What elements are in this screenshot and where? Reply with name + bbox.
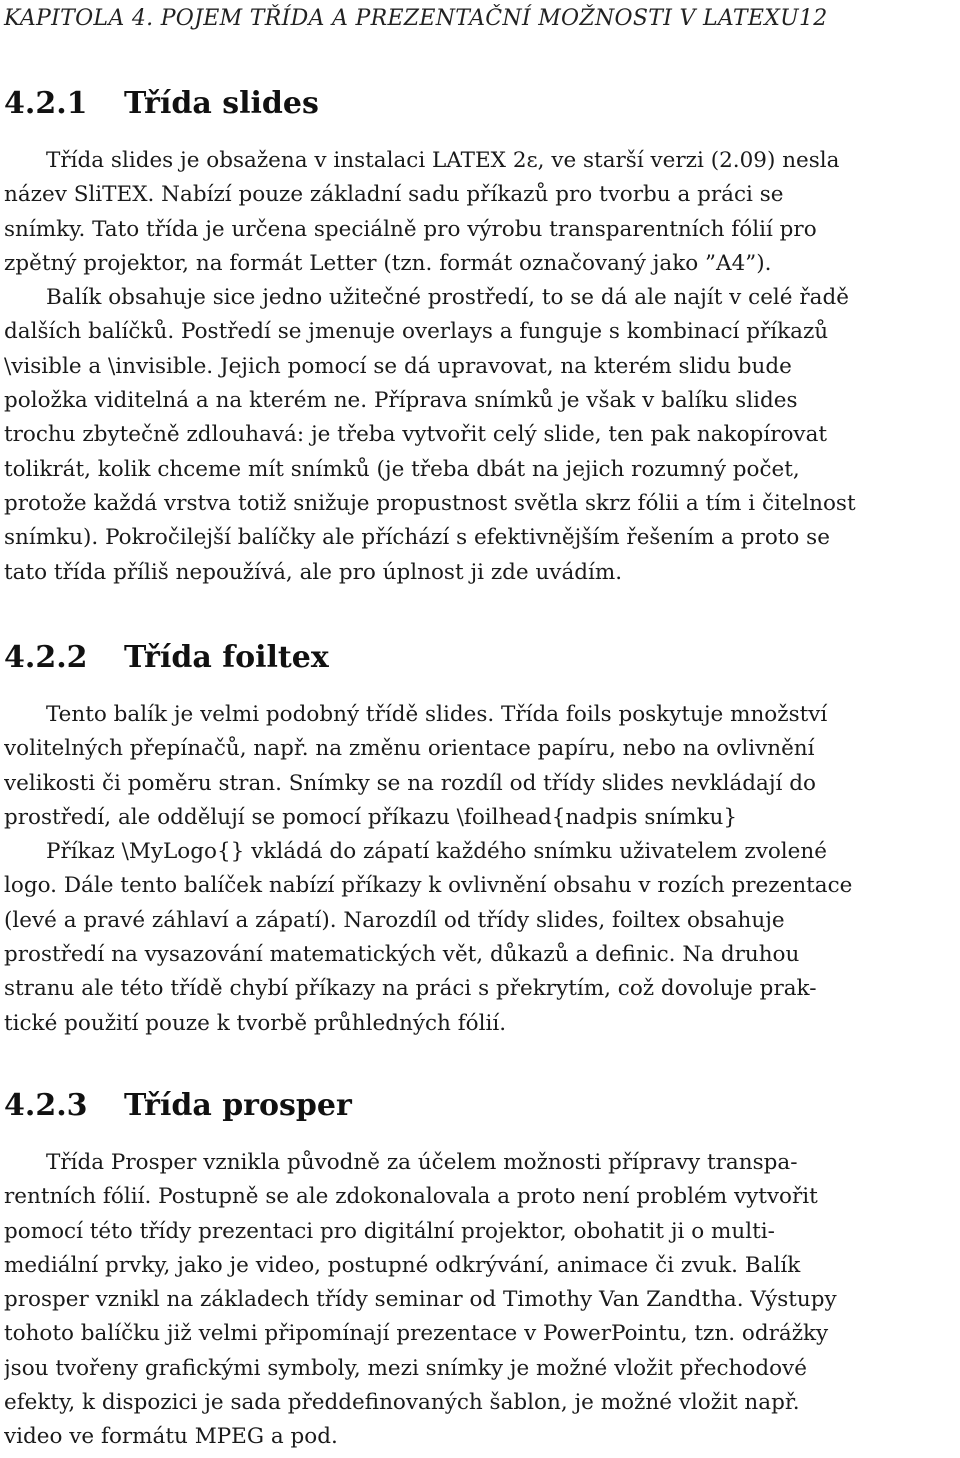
- section-heading-slides: [4, 86, 944, 121]
- text-line: stranu ale této třídě chybí příkazy na práci s překrytím, což dovoluje prak-: [4, 976, 817, 1002]
- section-body-slides: [4, 144, 952, 590]
- section-number: 4.2.1: [4, 86, 88, 121]
- text-line: název SliTEX. Nabízí pouze základní sadu příkazů pro tvorbu a práci se: [4, 182, 784, 208]
- text-line: prostředí, ale oddělují se pomocí příkazu \foilhead{nadpis snímku}: [4, 804, 738, 830]
- text-line: položka viditelná a na kterém ne. Příprava snímků je však v balíku slides: [4, 388, 798, 414]
- text-line: trochu zbytečně zdlouhavá: je třeba vytvořit celý slide, ten pak nakopírovat: [4, 422, 828, 448]
- section-body-foiltex: [4, 698, 952, 1041]
- section-number: 4.2.3: [4, 1088, 88, 1123]
- text-line: rentních fólií. Postupně se ale zdokonalovala a proto není problém vytvořit: [4, 1184, 818, 1210]
- text-line: Balík obsahuje sice jedno užitečné prostředí, to se dá ale najít v celé řadě: [46, 285, 849, 311]
- section-title: Třída slides: [124, 86, 319, 121]
- text-line: (levé a pravé záhlaví a zápatí). Narozdíl od třídy slides, foiltex obsahuje: [4, 907, 785, 933]
- section-body-prosper: [4, 1146, 952, 1455]
- text-line: efekty, k dispozici je sada předdefinovaných šablon, je možné vložit např.: [4, 1390, 800, 1416]
- text-line: Třída slides je obsažena v instalaci LATEX 2ε, ve starší verzi (2.09) nesla: [46, 148, 840, 173]
- text-line: velikosti či poměru stran. Snímky se na rozdíl od třídy slides nevkládají do: [4, 770, 816, 796]
- section-number: 4.2.2: [4, 640, 88, 675]
- text-line: prosper vznikl na základech třídy seminar od Timothy Van Zandtha. Výstupy: [4, 1287, 837, 1313]
- text-line: zpětný projektor, na formát Letter (tzn. formát označovaný jako ”A4”).: [4, 250, 772, 276]
- text-line: jsou tvořeny grafickými symboly, mezi snímky je možné vložit přechodové: [4, 1355, 807, 1381]
- text-line: snímku). Pokročilejší balíčky ale příchází s efektivnějším řešením a proto se: [4, 525, 830, 551]
- section-title: Třída prosper: [124, 1088, 352, 1123]
- text-line: mediální prvky, jako je video, postupné odkrývání, animace či zvuk. Balík: [4, 1252, 801, 1278]
- text-line: protože každá vrstva totiž snižuje propustnost světla skrz fólii a tím i čitelnost: [4, 490, 856, 516]
- text-line: prostředí na vysazování matematických vět, důkazů a definic. Na druhou: [4, 942, 800, 968]
- text-line: tato třída příliš nepoužívá, ale pro úplnost ji zde uvádím.: [4, 559, 623, 585]
- text-line: tické použití pouze k tvorbě průhledných fólií.: [4, 1010, 507, 1036]
- text-line: tolikrát, kolik chceme mít snímků (je třeba dbát na jejich rozumný počet,: [4, 456, 800, 482]
- section-title: Třída foiltex: [124, 640, 329, 675]
- text-line: pomocí této třídy prezentaci pro digitální projektor, obohatit ji o multi-: [4, 1218, 775, 1244]
- text-line: logo. Dále tento balíček nabízí příkazy k ovlivnění obsahu v rozích prezentace: [4, 873, 853, 899]
- section-heading-foiltex: [4, 640, 944, 675]
- text-line: tohoto balíčku již velmi připomínají prezentace v PowerPointu, tzn. odrážky: [4, 1321, 829, 1347]
- text-line: Tento balík je velmi podobný třídě slides. Třída foils poskytuje množství: [46, 702, 828, 727]
- text-line: video ve formátu MPEG a pod.: [4, 1424, 338, 1450]
- text-line: Příkaz \MyLogo{} vkládá do zápatí každého snímku uživatelem zvolené: [46, 839, 827, 865]
- text-line: Třída Prosper vznikla původně za účelem možnosti přípravy transpa-: [46, 1150, 798, 1175]
- running-head: KAPITOLA 4. POJEM TŘÍDA A PREZENTAČNÍ MOŽNOSTI V LATEXU12: [4, 6, 828, 31]
- text-line: snímky. Tato třída je určena speciálně pro výrobu transparentních fólií pro: [4, 216, 817, 242]
- text-line: dalších balíčků. Postředí se jmenuje overlays a funguje s kombinací příkazů: [4, 319, 829, 345]
- text-line: volitelných přepínačů, např. na změnu orientace papíru, nebo na ovlivnění: [4, 736, 815, 762]
- text-line: \visible a \invisible. Jejich pomocí se dá upravovat, na kterém slidu bude: [4, 353, 792, 379]
- section-heading-prosper: [4, 1088, 944, 1123]
